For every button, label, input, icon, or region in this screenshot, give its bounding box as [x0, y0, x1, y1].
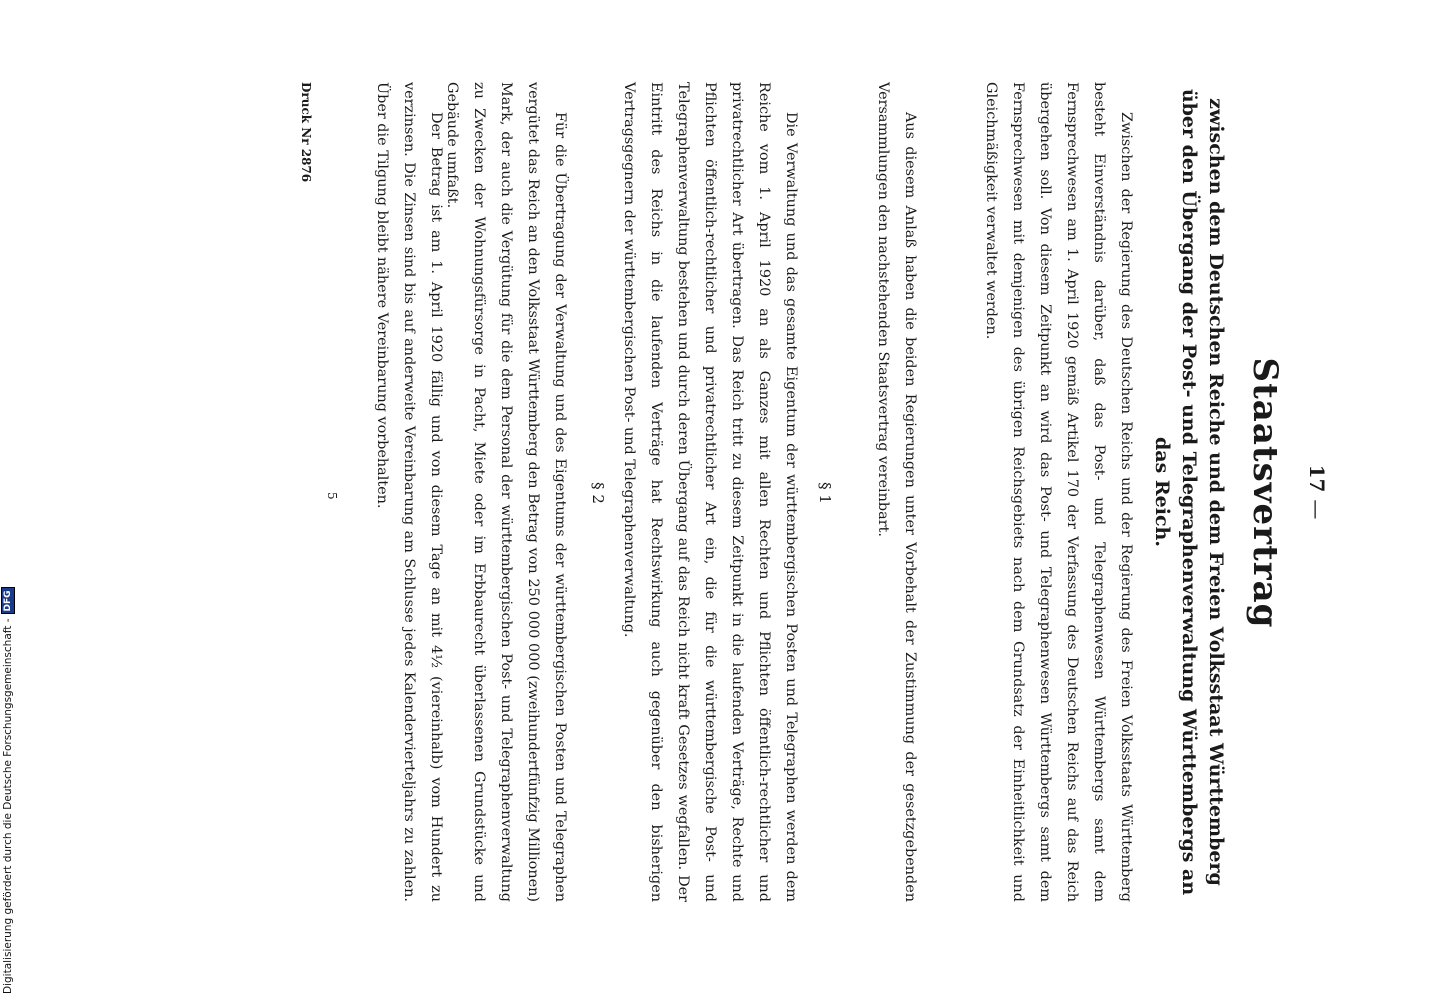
signature-mark: 5: [325, 492, 339, 500]
section-2-body-1: Für die Übertragung der Verwaltung und des Eigentums der württembergischen Posten und Telegraphen vergütet das Reich an den Volksstaat Württemberg den Betrag von 250 000 000 (zweihundertfünfzig Millionen) Mark, der auch die Vergütung für die dem Personal der württembergischen Post- und Telegraphenverwaltung zu Zwecken der Wohnungsfürsorge in Pacht, Miete oder im Erbbaurecht überlassenen Grundstücke und Gebäude umfaßt.: [444, 82, 568, 902]
section-1-heading: § 1: [816, 482, 834, 504]
dfg-logo: DFG: [1, 587, 15, 614]
page-number-value: 17: [1305, 464, 1329, 493]
section-2-heading: § 2: [589, 482, 607, 504]
section-1-body: Die Verwaltung und das gesamte Eigentum der württembergischen Posten und Telegraphen werden dem Reiche vom 1. April 1920 an als Ganzes mit allen Rechten und Pflichten öffentlich-rechtlicher und privatrechtlicher Art übertragen. Das Reich tritt zu diesem Zeitpunkt in die laufenden Verträge, Rechte und Pflichten öffentlich-rechtlicher und privatrechtlicher Art ein, die für die württembergische Post- und Telegraphenverwaltung bestehen und durch deren Übergang auf das Reich nicht kraft Gesetzes wegfallen. Der Eintritt des Reichs in die laufenden Verträge hat Rechtswirkung auch gegenüber den bisherigen Vertragsgegnern der württembergischen Post- und Telegraphenverwaltung.: [621, 82, 799, 902]
page-number-dash: —: [1305, 499, 1329, 520]
intro-paragraph-2: Aus diesem Anlaß haben die beiden Regierungen unter Vorbehalt der Zustimmung der gesetzgebenden Versammlungen den nachstehenden Staatsvertrag vereinbart.: [875, 82, 918, 902]
document-title: Staatsvertrag: [1245, 357, 1285, 629]
document-page: [159, 72, 1339, 914]
document-subtitle: zwischen dem Deutschen Reiche und dem Freien Volksstaat Württemberg über den Übergang der Post- und Telegraphenverwaltung Württembergs an das Reich.: [1151, 88, 1227, 896]
section-2-body-2: Der Betrag ist am 1. April 1920 fällig und von diesem Tage an mit 4½ (viereinhalb) vom Hundert zu verzinsen. Die Zinsen sind bis auf anderweite Vereinbarung am Schlusse jedes Kalendervierteljahrs zu zahlen. Über die Tilgung bleibt nähere Vereinbarung vorbehalten.: [374, 82, 444, 902]
page-number: [1305, 432, 1329, 552]
intro-paragraph-1: Zwischen der Regierung des Deutschen Reichs und der Regierung des Freien Volksstaats Württemberg besteht Einverständnis darüber, daß das Post- und Telegraphenwesen Württembergs samt dem Fernsprechwesen am 1. April 1920 gemäß Artikel 170 der Verfassung des Deutschen Reichs auf das Reich übergehen soll. Von diesem Zeitpunkt an wird das Post- und Telegraphenwesen Württembergs samt dem Fernsprechwesen mit demjenigen des übrigen Reichsgebiets nach dem Grundsatz der Einheitlichkeit und Gleichmäßigkeit verwaltet werden.: [983, 82, 1134, 902]
credit-text: Digitalisierung gefördert durch die Deutsche Forschungsgemeinschaft -: [2, 618, 14, 994]
print-number: Druck Nr 2876: [299, 82, 313, 183]
digitization-credit: [0, 590, 16, 994]
